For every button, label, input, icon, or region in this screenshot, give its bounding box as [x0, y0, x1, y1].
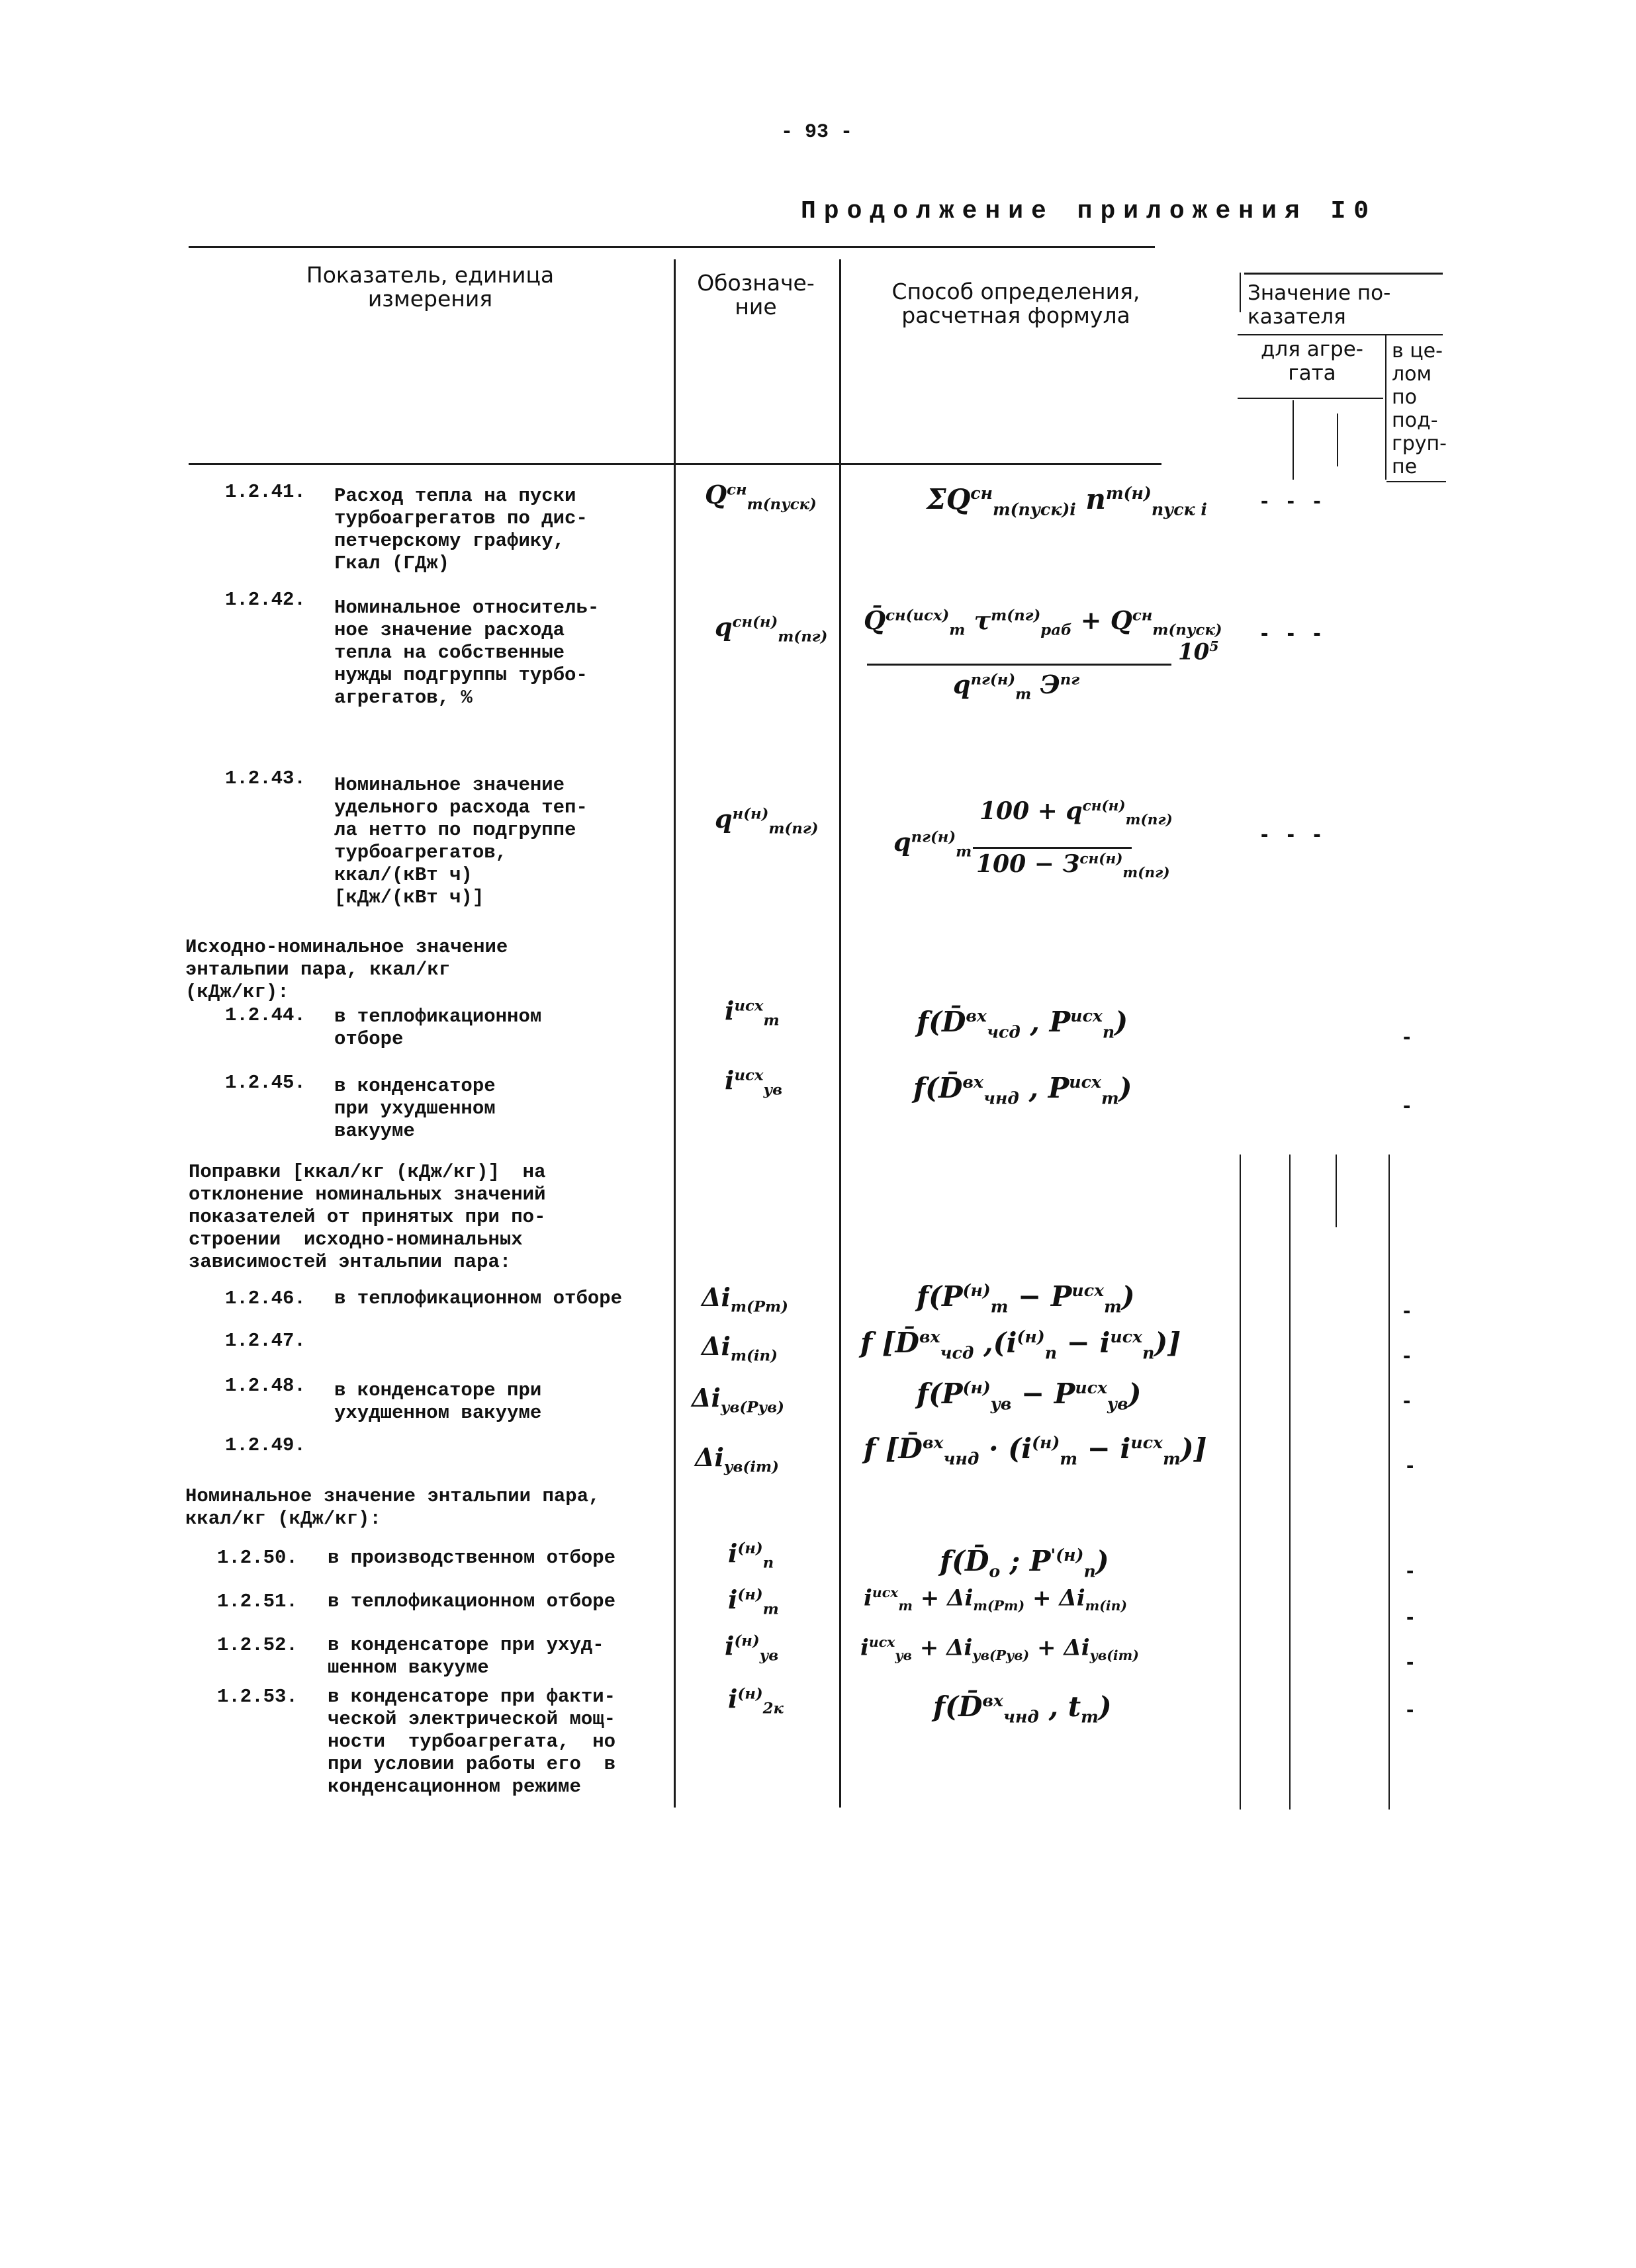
row-number: 1.2.52. — [217, 1634, 298, 1656]
row-number: 1.2.43. — [225, 767, 306, 789]
continuation-title: Продолжение приложения I0 — [801, 197, 1377, 226]
row-formula-factor: $10^5$ — [1178, 638, 1219, 666]
header-value: Значение по- казателя — [1248, 281, 1391, 329]
col4-lower-line-c — [1336, 1155, 1337, 1227]
row-text: Номинальное значение удельного расхода теп- ла нетто по подгруппе турбоагрегатов, ккал/(кВт ч) [кДж/(кВт ч)] — [334, 774, 588, 908]
row-number: 1.2.51. — [217, 1591, 298, 1612]
header-value-unit: для агре- гата — [1261, 337, 1363, 385]
col-divider-2 — [839, 259, 841, 1808]
row-value: - — [1403, 1388, 1411, 1413]
row-value: - — [1403, 1024, 1411, 1049]
row-formula-denominator: $q^{пг(н)}_т$ $Э^{пг}$ — [953, 670, 1080, 703]
row-text: в теплофикационном отборе — [334, 1287, 623, 1309]
row-formula: $f(D̄_о$ ; $P^{'(н)}_п$) — [940, 1545, 1109, 1581]
row-value: - — [1406, 1697, 1414, 1722]
row-formula: f(D̄$^{вх}_{чнд}$ , $P^{исх}_т$) — [913, 1072, 1132, 1108]
row-formula: f(D̄$^{вх}_{чсд}$ , $P^{исх}_п$) — [917, 1006, 1128, 1042]
row-number: 1.2.45. — [225, 1072, 306, 1094]
row-symbol: $i^{исх}_т$ — [725, 996, 780, 1029]
row-symbol: $i^{(н)}_{2к}$ — [728, 1684, 784, 1718]
row-number: 1.2.46. — [225, 1287, 306, 1309]
row-formula: $i^{исх}_{ув} + \Delta i_{ув(Pув)} + \Delta i_{ув(iт)}$ — [860, 1634, 1139, 1664]
row-value: - — [1406, 1453, 1414, 1478]
header-designation: Обозначе- ние — [697, 270, 815, 320]
row-number: 1.2.48. — [225, 1375, 306, 1397]
row-formula-fraction-bar — [973, 847, 1132, 849]
row-symbol: $\Delta i_{т(Pт)}$ — [702, 1282, 788, 1316]
row-text: в теплофикационном отборе — [328, 1591, 616, 1612]
row-value: - — [1403, 1298, 1411, 1323]
page-number: - 93 - — [781, 121, 853, 144]
col4a-bottom-rule — [1238, 398, 1383, 399]
row-symbol: $i^{исх}_{ув}$ — [725, 1065, 783, 1099]
col4-top-rule — [1244, 273, 1443, 275]
row-formula: $f(P^{(н)}_т - P^{исх}_т)$ — [917, 1280, 1135, 1317]
row-symbol: $i^{(н)}_т$ — [728, 1585, 779, 1618]
row-number: 1.2.50. — [217, 1547, 298, 1569]
row-text: в конденсаторе при ухуд- шенном вакууме — [328, 1634, 604, 1679]
row-formula-denominator: $100 - З^{сн(н)}_{т(пг)}$ — [976, 850, 1170, 882]
col4-lower-line-a — [1240, 1155, 1241, 1810]
col4b-bottom-rule — [1386, 481, 1446, 482]
row-formula: $f(P^{(н)}_{ув} - P^{исх}_{ув})$ — [917, 1377, 1142, 1414]
row-value: - - - — [1261, 822, 1321, 847]
row-value: - — [1403, 1343, 1411, 1368]
row-text: в производственном отборе — [328, 1547, 616, 1569]
row-formula: $i^{исх}_т + \Delta i_{т(Pт)} + \Delta i_{т(iп)}$ — [864, 1585, 1128, 1614]
row-number: 1.2.47. — [225, 1330, 306, 1352]
header-value-subgroup: в це- лом по под- груп- пе — [1392, 339, 1447, 478]
row-formula: f(D̄$^{вх}_{чнд}$ , $t_т$) — [933, 1690, 1112, 1727]
row-symbol: $i^{(н)}_п$ — [728, 1538, 774, 1572]
row-text: Расход тепла на пуски турбоагрегатов по дис- петчерскому графику, Гкал (ГДж) — [334, 485, 588, 574]
row-symbol: $i^{(н)}_{ув}$ — [725, 1631, 779, 1665]
row-symbol: $\Delta i_{ув(iт)}$ — [695, 1442, 779, 1476]
col4-lower-line-d — [1388, 1155, 1390, 1810]
row-value: - — [1403, 1093, 1411, 1118]
row-symbol: $q^{н(н)}_{т(пг)}$ — [715, 804, 819, 838]
row-text: в конденсаторе при ухудшенном вакууме — [334, 1379, 542, 1424]
row-value: - — [1406, 1558, 1414, 1583]
table-top-rule — [189, 246, 1155, 248]
row-symbol: $\Delta i_{ув(Pув)}$ — [692, 1383, 784, 1417]
row-value: - — [1406, 1649, 1414, 1675]
row-number: 1.2.49. — [225, 1434, 306, 1456]
col4-lower-line-b — [1289, 1155, 1291, 1810]
group-heading: Поправки [ккал/кг (кДж/кг)] на отклонение номинальных значений показателей от принятых при по- строении исходно-номинальных зависимостей энтальпии пара: — [189, 1161, 546, 1273]
row-value: - - - — [1261, 621, 1321, 646]
row-value: - — [1406, 1604, 1414, 1630]
row-number: 1.2.44. — [225, 1004, 306, 1026]
row-formula: f [D̄$^{вх}_{чсд}$ $,(i^{(н)}_п - i^{исх}_п)$] — [860, 1327, 1181, 1363]
col4-sub-rule — [1238, 334, 1443, 335]
row-formula-base: $q^{пг(н)}_т$ — [893, 827, 972, 861]
row-formula-numerator: $100 + q^{сн(н)}_{т(пг)}$ — [979, 797, 1173, 829]
row-text: в теплофикационном отборе — [334, 1006, 542, 1050]
row-number: 1.2.53. — [217, 1686, 298, 1708]
row-value: - - - — [1261, 488, 1321, 513]
row-text: в конденсаторе при факти- ческой электрической мощ- ности турбоагрегата, но при условии работы его в конденсационном режиме — [328, 1686, 616, 1798]
row-formula: $\Sigma Q^{сн}_{т(пуск)i}$ $n^{т(н)}_{пуск i}$ — [927, 483, 1207, 519]
row-symbol: $\Delta i_{т(iп)}$ — [702, 1331, 778, 1365]
row-text: Номинальное относитель- ное значение расхода тепла на собственные нужды подгруппы турбо- агрегатов, % — [334, 597, 600, 709]
header-method: Способ определения, расчетная формула — [891, 279, 1140, 328]
row-formula-numerator: Q̄$^{сн(исх)}_т$ $\tau^{т(пг)}_{раб} + Q^{сн}_{т(пуск)}$ — [864, 605, 1222, 639]
col4-inner-line-a — [1293, 400, 1294, 480]
col4b-left-border — [1385, 334, 1386, 480]
col4-left-border — [1240, 273, 1241, 312]
group-heading: Исходно-номинальное значение энтальпии пара, ккал/кг (кДж/кг): — [185, 936, 508, 1003]
row-symbol: $Q^{сн}_{т(пуск)}$ — [705, 480, 817, 513]
col-divider-1 — [674, 259, 676, 1808]
row-formula: f [D̄$^{вх}_{чнд}$ · $(i^{(н)}_т - i^{исх}_т)$] — [864, 1432, 1207, 1469]
row-text: в конденсаторе при ухудшенном вакууме — [334, 1075, 496, 1142]
row-number: 1.2.41. — [225, 481, 306, 503]
row-formula-fraction-bar — [867, 664, 1171, 666]
col4-inner-line-b — [1337, 414, 1338, 466]
row-symbol: $q^{сн(н)}_{т(пг)}$ — [715, 612, 828, 646]
row-number: 1.2.42. — [225, 589, 306, 611]
group-heading: Номинальное значение энтальпии пара, ккал/кг (кДж/кг): — [185, 1485, 600, 1530]
header-indicator: Показатель, единица измерения — [306, 262, 555, 312]
